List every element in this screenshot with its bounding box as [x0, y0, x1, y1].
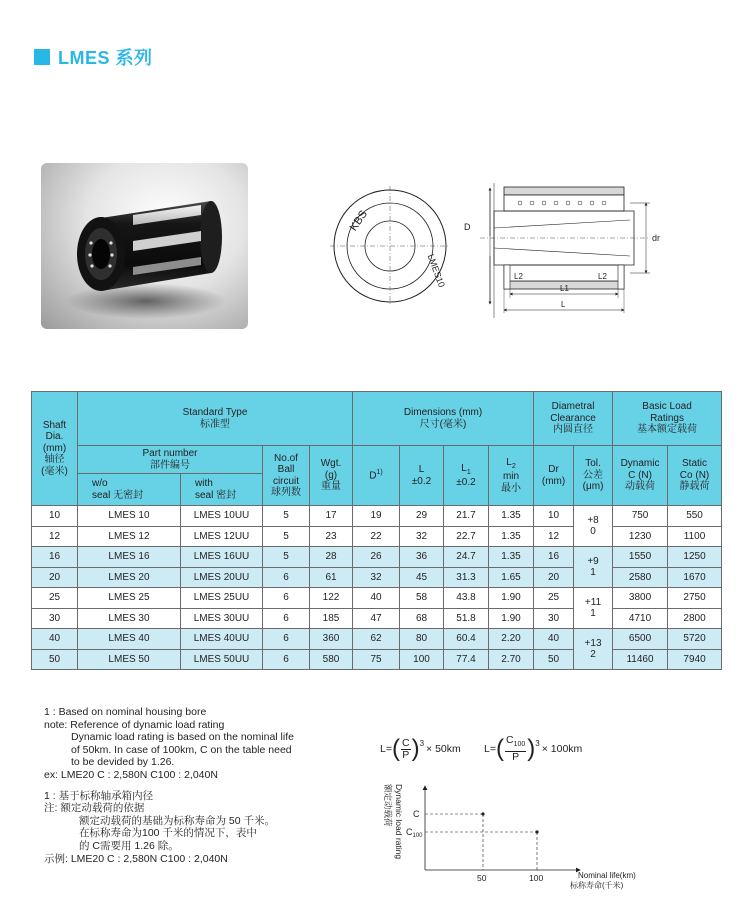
- y-label-cn: 额定动载荷: [383, 784, 393, 827]
- tolerance-cell: +11 1: [574, 588, 613, 629]
- y-label-en: Dynamic load rating: [394, 784, 404, 860]
- side-view-drawing: [464, 183, 660, 318]
- note-cn-3: 额定动载荷的基础为标称寿命为 50 千米。: [79, 814, 276, 827]
- label-L1: L1: [560, 284, 569, 293]
- header-L1: $L_1$ ±0.2: [444, 446, 489, 506]
- x-tick-50: 50: [477, 873, 487, 883]
- note-en-5: to be devided by 1.26.: [71, 756, 175, 769]
- header-with-seal: with seal 密封: [181, 474, 263, 506]
- front-view-drawing: [330, 186, 450, 306]
- title-square-icon: [34, 49, 50, 65]
- tolerance-cell: +13 2: [574, 629, 613, 670]
- label-L: L: [561, 300, 566, 309]
- x-tick-100: 100: [529, 873, 544, 883]
- header-L: L ±0.2: [400, 446, 444, 506]
- header-dimensions: Dimensions (mm) 尺寸(毫米): [353, 392, 534, 446]
- table-row: 25 LMES 25 LMES 25UU 6 122 40 58 43.8 1.90 25 +11 1 3800 2750: [32, 588, 722, 609]
- header-without-seal: w/o seal 无密封: [78, 474, 181, 506]
- note-cn-1: 1 : 基于标称轴承箱内径: [44, 789, 154, 802]
- label-dr: dr: [652, 233, 661, 243]
- x-label-en: Nominal life(km): [578, 871, 636, 880]
- note-en-example: ex: LME20 C : 2,580N C100 : 2,040N: [44, 768, 218, 781]
- point-50km: [481, 812, 484, 815]
- kbs-mark: KBS: [347, 208, 371, 234]
- product-photo: [41, 163, 248, 329]
- notes: [44, 706, 294, 865]
- life-load-graph: [380, 780, 660, 895]
- table-row: 12 LMES 12 LMES 12UU 5 23 22 32 22.7 1.35 12 1230 1100: [32, 526, 722, 547]
- tolerance-cell: +9 1: [574, 547, 613, 588]
- model-mark: LMES10: [425, 252, 447, 289]
- header-standard-type: Standard Type 标准型: [78, 392, 353, 446]
- bearing-photo-icon: [41, 163, 248, 329]
- note-cn-4: 在标称寿命为100 千米的情况下，表中: [79, 827, 257, 840]
- note-en-2: note: Reference of dynamic load rating: [44, 718, 225, 731]
- note-cn-2: 注: 额定动载荷的依据: [44, 802, 145, 815]
- header-shaft: Shaft Dia. (mm) 轴径 (毫米): [32, 392, 78, 506]
- header-clearance: Diametral Clearance 内圆直径: [534, 392, 613, 446]
- table-row: 50 LMES 50 LMES 50UU 6 580 75 100 77.4 2.70 50 11460 7940: [32, 649, 722, 670]
- c100-label: $C_{100}$: [406, 827, 423, 839]
- header-Dr: Dr (mm): [534, 446, 574, 506]
- header-dynamic: Dynamic C (N) 动载荷: [613, 446, 668, 506]
- header-tolerance: Tol. 公差 (μm): [574, 446, 613, 506]
- header-L2: $L_2$ min 最小: [489, 446, 534, 506]
- point-100km: [535, 830, 538, 833]
- table-row: 30 LMES 30 LMES 30UU 6 185 47 68 51.8 1.90 30 4710 2800: [32, 608, 722, 629]
- technical-drawing: [330, 168, 670, 328]
- spec-table: [31, 391, 722, 670]
- note-en-4: of 50km. In case of 100km, C on the table need: [71, 743, 292, 756]
- table-row: 40 LMES 40 LMES 40UU 6 360 62 80 60.4 2.20 40 +13 2 6500 5720: [32, 629, 722, 650]
- header-D: $D^{1)}$: [353, 446, 400, 506]
- table-row: 10 LMES 10 LMES 10UU 5 17 19 29 21.7 1.35 10 +8 0 750 550: [32, 506, 722, 527]
- label-L2-right: L2: [598, 272, 607, 281]
- header-load-ratings: Basic Load Ratings 基本额定载荷: [613, 392, 722, 446]
- note-cn-example: 示例: LME20 C : 2,580N C100 : 2,040N: [44, 852, 228, 865]
- table-row: 16 LMES 16 LMES 16UU 5 28 26 36 24.7 1.35 16 +9 1 1550 1250: [32, 547, 722, 568]
- note-cn-5: 的 C需要用 1.26 除。: [79, 839, 179, 852]
- header-part-number: Part number 部件编号: [78, 446, 263, 474]
- c-label: C: [413, 809, 420, 819]
- header-ball-circuit: No.of Ball circuit 球列数: [263, 446, 310, 506]
- note-en-1: 1 : Based on nominal housing bore: [44, 706, 207, 718]
- header-static: Static Co (N) 静载荷: [668, 446, 722, 506]
- formula-100km: L= ( $\frac{C_{100}}{P}$ ) $^3$ × 100km: [484, 734, 583, 763]
- x-label-cn: 标称寿命(千米): [570, 881, 624, 890]
- label-D: D: [464, 222, 471, 232]
- tolerance-cell: +8 0: [574, 506, 613, 547]
- section-title: [34, 45, 153, 69]
- formula-50km: L= ( $\frac{C}{P}$ ) $^3$ × 50km: [380, 735, 461, 762]
- header-weight: Wgt. (g) 重量: [310, 446, 353, 506]
- label-L2-left: L2: [514, 272, 523, 281]
- note-en-3: Dynamic load rating is based on the nominal life: [71, 731, 294, 744]
- table-row: 20 LMES 20 LMES 20UU 6 61 32 45 31.3 1.65 20 2580 1670: [32, 567, 722, 588]
- title-text: LMES 系列: [58, 48, 153, 68]
